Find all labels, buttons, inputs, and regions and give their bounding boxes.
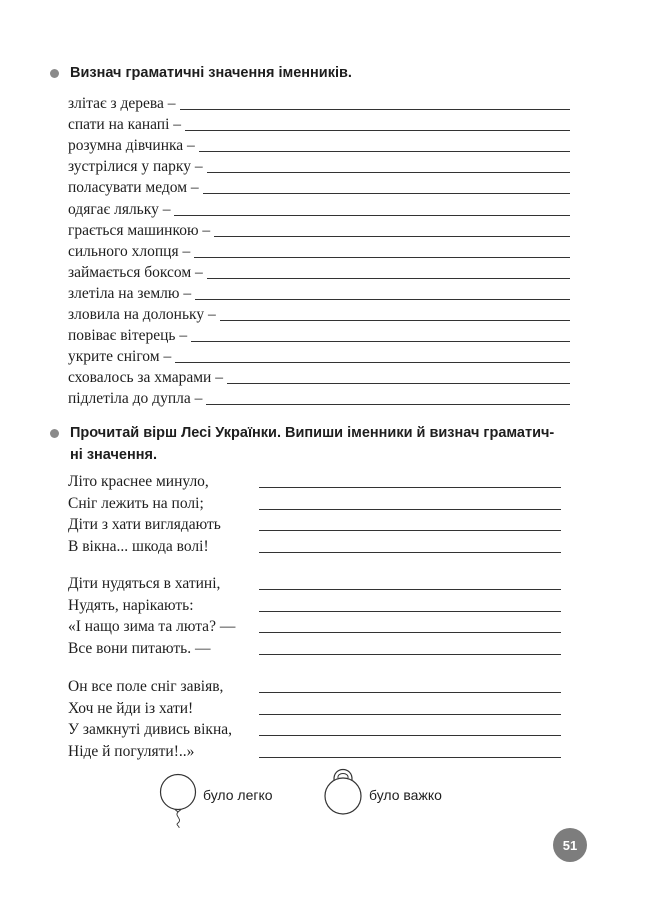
exercise-phrase: грається машинкою – (68, 221, 211, 239)
answer-line[interactable] (259, 611, 561, 612)
exercise-row (68, 93, 570, 114)
exercise-phrase: повіває вітерець – (68, 327, 188, 345)
answer-line[interactable] (259, 632, 561, 633)
task2-title-line2: ні значення. (70, 447, 157, 463)
answer-line[interactable] (175, 362, 570, 363)
task-bullet (50, 429, 59, 438)
hard-label: було важко (369, 787, 442, 803)
answer-line[interactable] (259, 735, 561, 736)
exercise-row (68, 346, 570, 367)
answer-line[interactable] (259, 487, 561, 488)
poem-line: Сніг лежить на полі; (68, 494, 204, 512)
answer-line[interactable] (174, 215, 570, 216)
task2-title-line1: Прочитай вірш Лесі Українки. Випиши іменники й визнач граматич- (70, 425, 555, 441)
exercise-phrase: займається боксом – (68, 263, 203, 281)
exercise-row (68, 304, 570, 325)
exercise-row (68, 220, 570, 241)
exercise-phrase: сховалось за хмарами – (68, 369, 223, 387)
easy-label: було легко (203, 787, 273, 803)
poem-line: Діти нудяться в хатині, (68, 575, 221, 592)
poem-line: «І нащо зима та люта? — (68, 618, 236, 635)
answer-line[interactable] (191, 341, 570, 342)
answer-line[interactable] (259, 714, 561, 715)
exercise-phrase: злітає з дерева – (68, 95, 176, 112)
poem-line: Діти з хати виглядають (68, 516, 221, 533)
answer-line[interactable] (195, 299, 570, 300)
answer-line[interactable] (220, 320, 570, 321)
exercise-row (68, 135, 570, 156)
exercise-phrase: зустрілися у парку – (68, 158, 203, 176)
kettlebell-icon[interactable] (322, 762, 366, 818)
balloon-icon[interactable] (158, 773, 198, 828)
poem-line: Нудять, нарікають: (68, 596, 194, 614)
answer-line[interactable] (206, 404, 570, 405)
answer-line[interactable] (259, 530, 561, 531)
exercise-phrase: злетіла на землю – (68, 284, 192, 302)
poem-line: Все вони питають. — (68, 639, 211, 657)
exercise-row (68, 177, 570, 198)
exercise-phrase: сильного хлопця – (68, 242, 191, 260)
poem-line: Он все поле сніг завіяв, (68, 678, 224, 695)
task1-title: Визнач граматичні значення іменників. (70, 65, 352, 81)
poem-line: У замкнуті дивись вікна, (68, 721, 233, 738)
poem-line: Хоч не йди із хати! (68, 699, 194, 717)
answer-line[interactable] (259, 757, 561, 758)
answer-line[interactable] (194, 257, 570, 258)
answer-line[interactable] (199, 151, 570, 152)
exercise-phrase: підлетіла до дупла – (68, 390, 203, 408)
exercise-phrase: одягає ляльку – (68, 200, 171, 218)
exercise-row (68, 156, 570, 177)
answer-line[interactable] (259, 589, 561, 590)
answer-line[interactable] (259, 654, 561, 655)
exercise-row (68, 283, 570, 304)
answer-line[interactable] (259, 509, 561, 510)
answer-line[interactable] (214, 236, 570, 237)
exercise-row (68, 367, 570, 388)
exercise-row (68, 241, 570, 262)
poem-line: Літо краснее минуло, (68, 473, 209, 490)
exercise-row (68, 114, 570, 135)
exercise-row (68, 199, 570, 220)
page-number: 51 (553, 828, 587, 862)
exercise-phrase: спати на канапі – (68, 116, 182, 134)
answer-line[interactable] (185, 130, 570, 131)
exercise-phrase: поласувати медом – (68, 179, 199, 197)
answer-line[interactable] (207, 172, 570, 173)
exercise-phrase: зловила на долоньку – (68, 306, 216, 323)
poem-line: Ніде й погуляти!..» (68, 742, 195, 760)
answer-line[interactable] (207, 278, 570, 279)
exercise-row (68, 325, 570, 346)
exercise-row (68, 262, 570, 283)
exercise-row (68, 388, 570, 409)
answer-line[interactable] (180, 109, 570, 110)
poem-line: В вікна... шкода волі! (68, 537, 209, 555)
answer-line[interactable] (259, 552, 561, 553)
answer-line[interactable] (203, 193, 570, 194)
exercise-phrase: укрите снігом – (68, 348, 172, 366)
task-bullet (50, 69, 59, 78)
answer-line[interactable] (259, 692, 561, 693)
answer-line[interactable] (227, 383, 570, 384)
exercise-phrase: розумна дівчинка – (68, 137, 195, 155)
